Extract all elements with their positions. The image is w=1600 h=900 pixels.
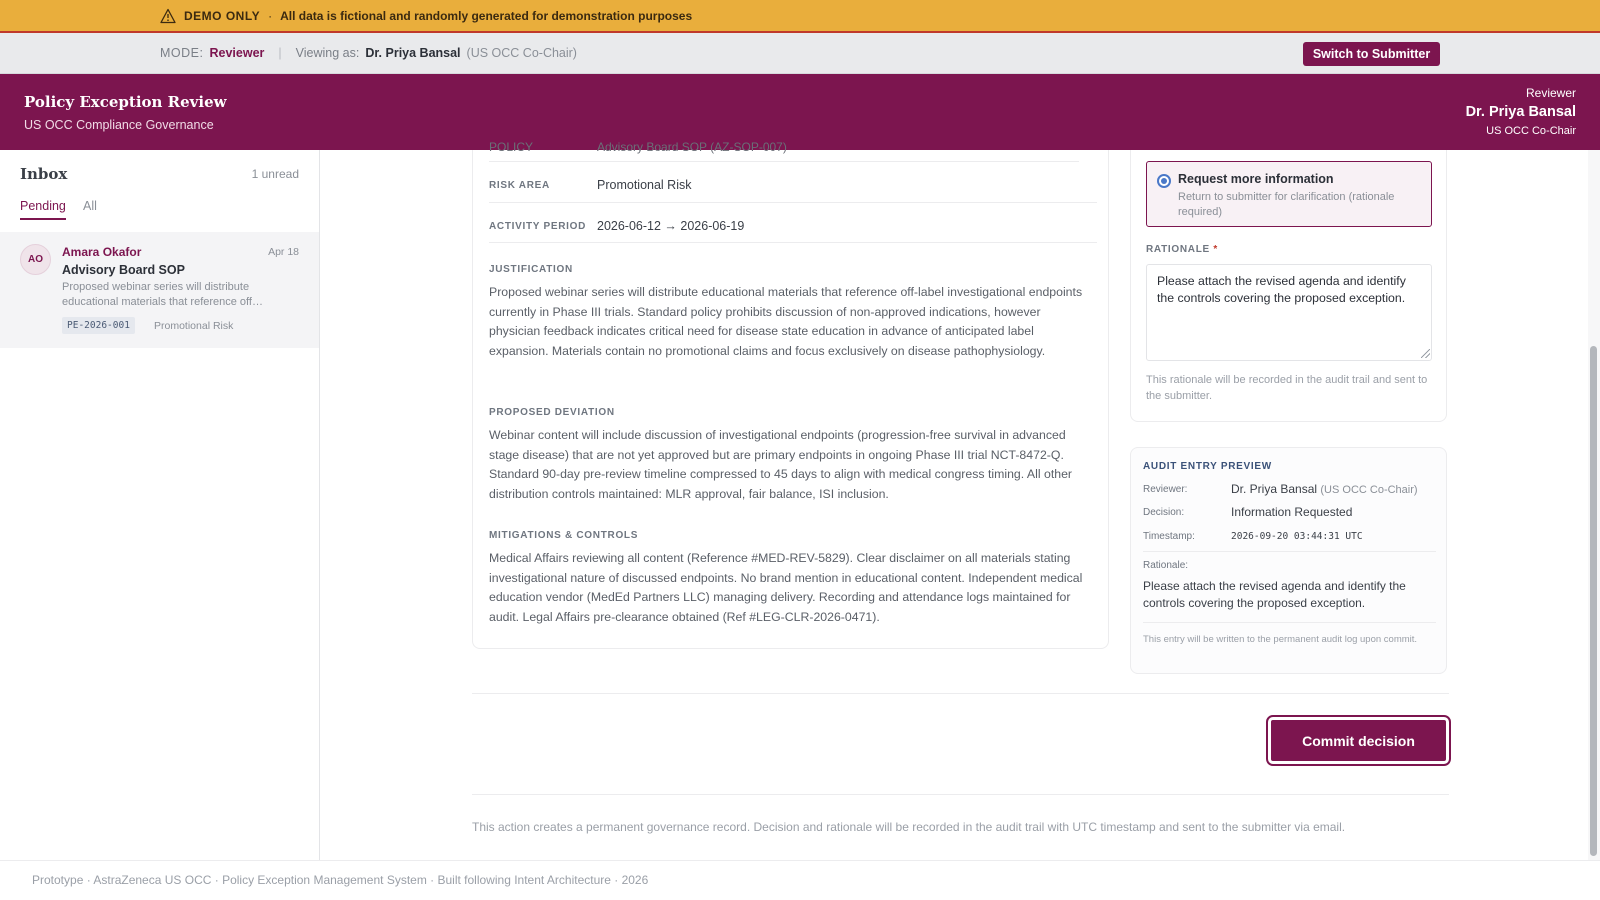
audit-timestamp-value: 2026-09-20 03:44:31 UTC: [1231, 531, 1363, 542]
mode-divider: |: [278, 46, 282, 60]
request-info-radio[interactable]: [1157, 174, 1171, 188]
tab-all[interactable]: All: [83, 199, 97, 213]
item-date: Apr 18: [268, 246, 299, 258]
activity-period-label: ACTIVITY PERIOD: [489, 221, 586, 232]
rationale-input[interactable]: [1146, 264, 1432, 361]
audit-timestamp-label: Timestamp:: [1143, 531, 1195, 542]
audit-entry-preview: [1130, 447, 1447, 674]
audit-reviewer-role: (US OCC Co-Chair): [1320, 484, 1418, 496]
demo-label: DEMO ONLY: [184, 8, 261, 23]
inbox-item[interactable]: [0, 232, 319, 348]
item-preview: Proposed webinar series will distribute educational materials that reference off…: [62, 281, 263, 308]
item-sender: Amara Okafor: [62, 245, 142, 259]
scrollbar[interactable]: [1588, 150, 1600, 860]
scrollbar-thumb[interactable]: [1590, 346, 1597, 856]
activity-period-value: 2026-06-12 → 2026-06-19: [597, 219, 745, 233]
risk-area-label: RISK AREA: [489, 180, 550, 191]
row-divider: [489, 202, 1097, 203]
viewing-name: Dr. Priya Bansal: [365, 46, 461, 60]
policy-value: Advisory Board SOP (AZ-SOP-007): [597, 140, 787, 154]
row-divider: [489, 242, 1097, 243]
risk-area-value: Promotional Risk: [597, 178, 692, 192]
audit-rationale-label: Rationale:: [1143, 560, 1189, 571]
audit-decision-value: Information Requested: [1231, 505, 1353, 519]
audit-decision-label: Decision:: [1143, 507, 1185, 518]
option-description: Return to submitter for clarification (rationale required): [1178, 191, 1395, 218]
divider: [472, 794, 1449, 795]
justification-text: Proposed webinar series will distribute educational materials that reference off-label investigational endpoints currently in Phase III trials. Standard policy prohibits discussion of non-approved indications, however physician feedback indicates critical need for disease state education in advance of anticipated label expansion. Materials contain no promotional claims and focus exclusively on disease pathophysiology.: [489, 285, 1083, 358]
proposed-deviation-text: Webinar content will include discussion of investigational endpoints (progression-free survival in advanced stage disease) that are not yet approved but are primary endpoints in ongoing Phase III trial NCT-8472-Q. Standard 90-day pre-review timeline compressed to 45 days to align with medical congress timing. All other distribution controls maintained: MLR approval, fair balance, ISI inclusion.: [489, 428, 1073, 501]
demo-separator: ·: [268, 8, 273, 23]
inbox-sidebar: [0, 150, 320, 860]
unread-count: 1 unread: [251, 167, 299, 181]
viewing-role: (US OCC Co-Chair): [466, 46, 577, 60]
audit-reviewer-label: Reviewer:: [1143, 484, 1188, 495]
footer-text: Prototype · AstraZeneca US OCC · Policy Exception Management System · Built following Intent Architecture · 2026: [32, 873, 649, 887]
policy-label: POLICY: [489, 140, 534, 154]
divider: [472, 693, 1449, 694]
demo-text: All data is fictional and randomly generated for demonstration purposes: [280, 8, 693, 23]
user-org: US OCC Co-Chair: [1486, 125, 1576, 137]
demo-banner: [0, 0, 1600, 33]
viewing-label: Viewing as:: [295, 46, 360, 60]
footer: [0, 860, 1600, 900]
item-risk-area: Promotional Risk: [154, 320, 234, 332]
audit-rationale-value: Please attach the revised agenda and identify the controls covering the proposed exception.: [1143, 579, 1406, 610]
request-info-option[interactable]: [1146, 161, 1432, 227]
audit-divider: [1143, 622, 1436, 623]
action-note: This action creates a permanent governance record. Decision and rationale will be recorded in the audit trail with UTC timestamp and sent to the submitter via email.: [472, 820, 1346, 834]
warning-icon: [160, 8, 176, 24]
audit-note: This entry will be written to the permanent audit log upon commit.: [1143, 634, 1418, 645]
option-title: Request more information: [1178, 172, 1334, 186]
avatar: AO: [20, 244, 51, 275]
audit-title: AUDIT ENTRY PREVIEW: [1143, 461, 1272, 472]
proposed-deviation-label: PROPOSED DEVIATION: [489, 407, 615, 418]
audit-reviewer-value: [1231, 482, 1418, 496]
audit-divider: [1143, 551, 1436, 552]
app-title: Policy Exception Review: [24, 93, 227, 111]
policy-row-clipped: [489, 140, 1079, 162]
mitigations-text: Medical Affairs reviewing all content (Reference #MED-REV-5829). Clear disclaimer on all materials stating investigational nature of discussed endpoints. No brand mention in educational content. Independent medical education vendor (MedEd Partners LLC) managing delivery. Recording and attendance logs maintained for audit. Legal Affairs pre-clearance obtained (Ref #LEG-CLR-2026-0471).: [489, 551, 1083, 624]
required-mark: *: [1213, 244, 1218, 255]
user-role: Reviewer: [1525, 86, 1576, 100]
resize-handle-icon[interactable]: [1421, 349, 1430, 358]
exception-detail-card: [472, 140, 1109, 649]
commit-decision-button[interactable]: Commit decision: [1268, 717, 1449, 764]
mode-value: Reviewer: [209, 46, 265, 60]
item-id-badge: PE-2026-001: [62, 317, 135, 334]
rationale-label-text: RATIONALE: [1146, 244, 1210, 255]
mode-label: MODE:: [160, 46, 204, 60]
mode-bar: [0, 33, 1600, 74]
app-header: [0, 74, 1600, 150]
tab-pending[interactable]: Pending: [20, 199, 66, 220]
rationale-label: [1146, 244, 1218, 255]
rationale-note: This rationale will be recorded in the audit trail and sent to the submitter.: [1146, 374, 1428, 402]
decision-panel: [1130, 150, 1447, 422]
user-name: Dr. Priya Bansal: [1465, 104, 1576, 120]
justification-label: JUSTIFICATION: [489, 264, 573, 275]
item-subject: Advisory Board SOP: [62, 263, 185, 277]
app-subtitle: US OCC Compliance Governance: [24, 118, 214, 132]
switch-to-submitter-button[interactable]: Switch to Submitter: [1303, 42, 1440, 66]
inbox-title: Inbox: [20, 165, 68, 183]
mitigations-label: MITIGATIONS & CONTROLS: [489, 530, 639, 541]
audit-reviewer-name: Dr. Priya Bansal: [1231, 482, 1318, 496]
